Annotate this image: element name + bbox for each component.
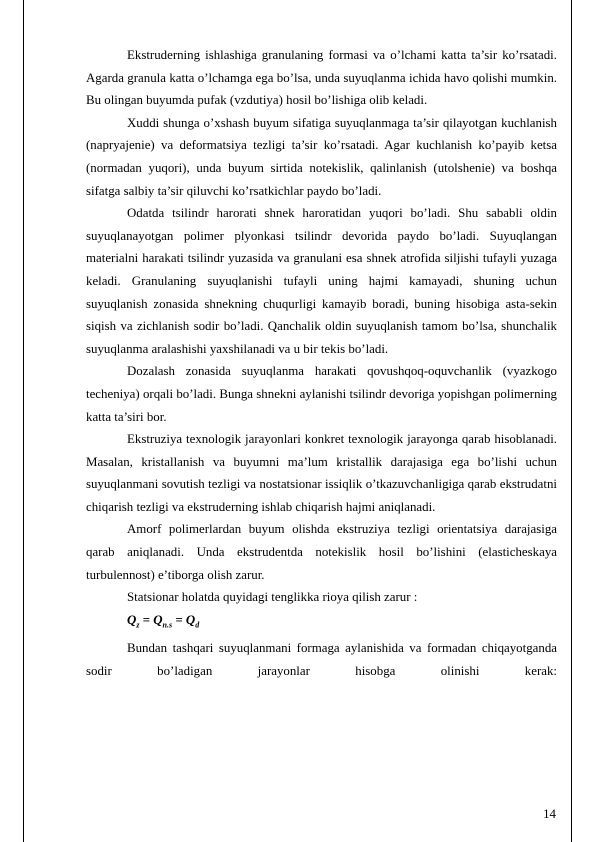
- paragraph-ekstruziya: Ekstruziya texnologik jarayonlari konkret texnologik jarayonga qarab hisoblanadi. Masalan, kristallanish va buyumni ma’lum kristallik darajasiga ega bo’lishi uchun suyuqlanmani sovutish tezligi va nostatsionar issiqlik o’tkazuvchanligiga qarab ekstrudatni chiqarish tezligi va ekstruderning ishlab chiqarish hajmi aniqlanadi.: [86, 432, 557, 514]
- document-body: [86, 44, 557, 682]
- paragraph-tsilindr-harorati: Odatda tsilindr harorati shnek haroratidan yuqori bo’ladi. Shu sababli oldin suyuqlanayotgan polimer plyonkasi tsilindr devorida paydo bo’ladi. Suyuqlangan materialni harakati tsilindr yuzasida va granulani esa shnek atrofida siljishi tufayli yuzaga keladi. Granulaning suyuqlanishi tufayli uning hajmi kamayadi, shuning uchun suyuqlanish zonasida shnekning chuqurligi kamayib boradi, buning hisobiga asta-sekin siqish va zichlanish sodir bo’ladi. Qanchalik oldin suyuqlanish tamom bo’lsa, shunchalik suyuqlanma aralashishi yaxshilanadi va u bir tekis bo’ladi.: [86, 206, 557, 356]
- paragraph-granula: Ekstruderning ishlashiga granulaning formasi va o’lchami katta ta’sir ko’rsatadi. Agarda granula katta o’lchamga ega bo’lsa, unda suyuqlanma ichida havo qolishi mumkin. Bu olingan buyumda pufak (vzdutiya) hosil bo’lishiga olib keladi.: [86, 48, 557, 108]
- paragraph-kuchlanish: Xuddi shunga o’xshash buyum sifatiga suyuqlanmaga ta’sir qilayotgan kuchlanish (napryajenie) va deformatsiya tezligi ta’sir ko’rsatadi. Agar kuchlanish ko’payib ketsa (normadan yuqori), unda buyum sirtida notekislik, qalinlanish (utolshenie) va boshqa sifatga salbiy ta’sir qiluvchi ko’rsatkichlar paydo bo’ladi.: [86, 115, 557, 198]
- page-number: 14: [543, 807, 556, 821]
- paragraph-amorf: Amorf polimerlardan buyum olishda ekstruziya tezligi orientatsiya darajasiga qarab aniqlanadi. Unda ekstrudentda notekislik hosil bo’lishini (elasticheskaya turbulennost) e’tiborga olish zarur.: [86, 522, 557, 582]
- paragraph-dozalash: Dozalash zonasida suyuqlanma harakati qovushqoq-oquvchanlik (vyazkogo techeniya) orqali bo’ladi. Bunga shnekni aylanishi tsilindr devoriga yopishgan polimerning katta ta’siri bor.: [86, 364, 557, 424]
- paragraph-statsionar: Statsionar holatda quyidagi tenglikka rioya qilish zarur :: [127, 590, 418, 605]
- paragraph-bundan-tashqari: Bundan tashqari suyuqlanmani formaga aylanishida va formadan chiqayotganda sodir bo’ladigan jarayonlar hisobga olinishi kerak:: [86, 641, 557, 678]
- formula-line: $Q_z = Q_{n.s} = Q_d$: [127, 612, 200, 630]
